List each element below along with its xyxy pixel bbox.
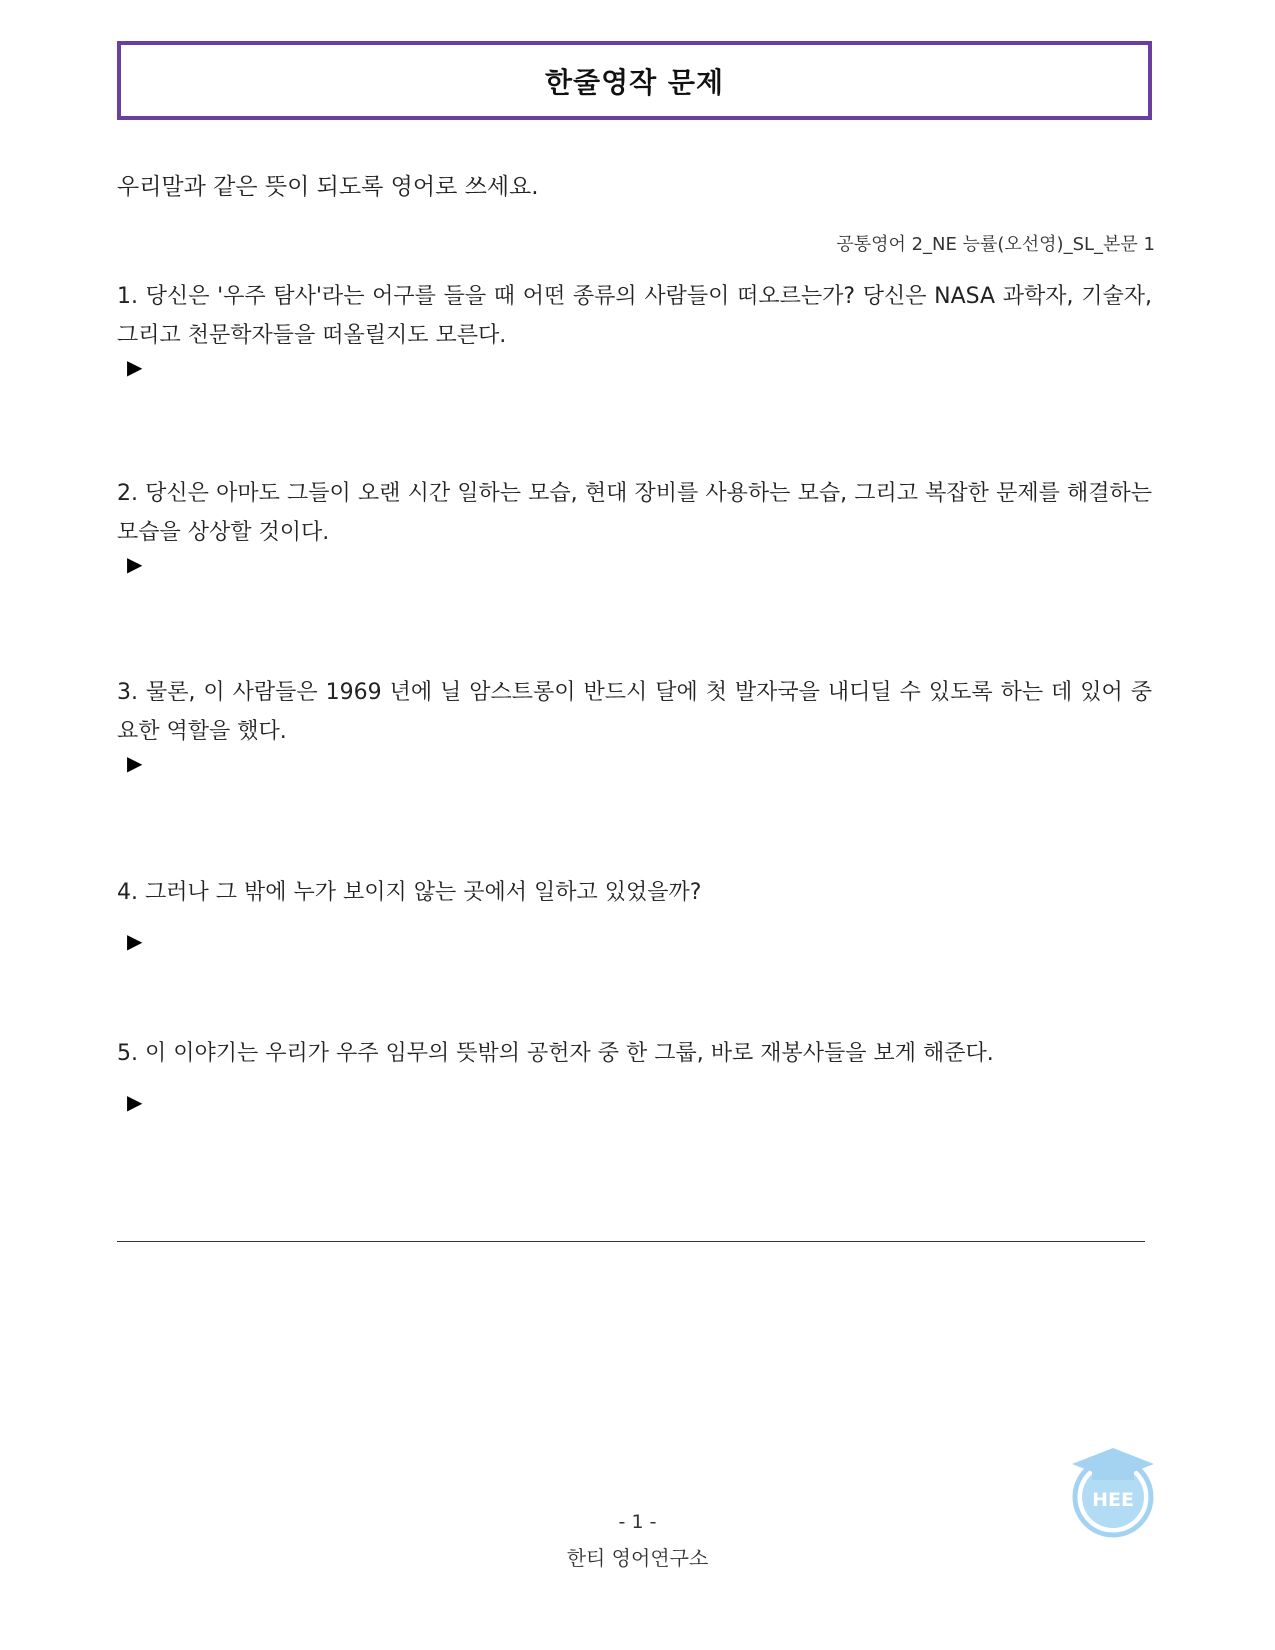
answer-arrow-icon: ▶ — [127, 552, 143, 576]
page-number: - 1 - — [618, 1511, 657, 1533]
question-3: 3. 물론, 이 사람들은 1969 년에 닐 암스트롱이 반드시 달에 첫 발자국을 내디딜 수 있도록 하는 데 있어 중요한 역할을 했다. — [117, 680, 1152, 744]
question-1: 1. 당신은 '우주 탐사'라는 어구를 들을 때 어떤 종류의 사람들이 떠오르는가? 당신은 NASA 과학자, 기술자, 그리고 천문학자들을 떠올릴지도 모른다. — [117, 284, 1152, 348]
answer-line — [117, 1241, 1145, 1242]
answer-arrow-icon: ▶ — [127, 355, 143, 379]
answer-arrow-icon: ▶ — [127, 1090, 143, 1114]
title-box — [117, 41, 1152, 120]
source-label: 공통영어 2_NE 능률(오선영)_SL_본문 1 — [836, 234, 1155, 255]
question-2: 2. 당신은 아마도 그들이 오랜 시간 일하는 모습, 현대 장비를 사용하는 모습, 그리고 복잡한 문제를 해결하는 모습을 상상할 것이다. — [117, 481, 1152, 545]
instruction-text: 우리말과 같은 뜻이 되도록 영어로 쓰세요. — [117, 174, 539, 200]
answer-arrow-icon: ▶ — [127, 751, 143, 775]
footer-organization: 한티 영어연구소 — [566, 1546, 709, 1570]
logo-text: HEE — [1092, 1489, 1134, 1511]
page-title: 한줄영작 문제 — [544, 65, 725, 99]
answer-arrow-icon: ▶ — [127, 929, 143, 953]
question-4: 4. 그러나 그 밖에 누가 보이지 않는 곳에서 일하고 있었을까? — [117, 880, 702, 905]
question-5: 5. 이 이야기는 우리가 우주 임무의 뜻밖의 공헌자 중 한 그룹, 바로 재봉사들을 보게 해준다. — [117, 1041, 994, 1066]
